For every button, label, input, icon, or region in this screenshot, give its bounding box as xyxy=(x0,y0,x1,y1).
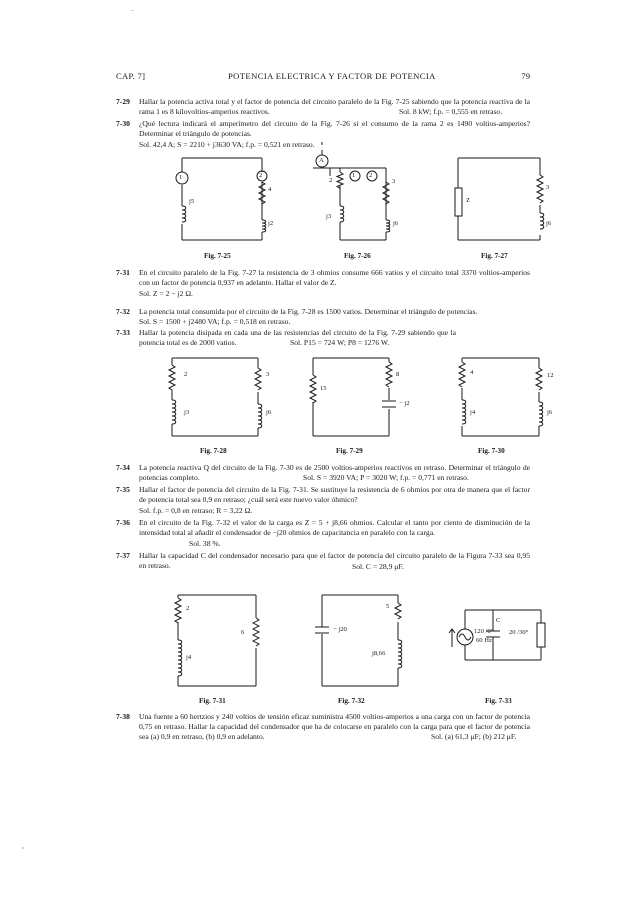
fig-7-28-x2: j6 xyxy=(266,409,272,416)
fig-7-25-x1: j5 xyxy=(189,198,195,205)
problem-number: 7-38 xyxy=(116,712,130,721)
inductor-j4-f31 xyxy=(178,640,182,676)
fig-7-31-caption: Fig. 7-31 xyxy=(199,697,226,705)
current-arrow-icon xyxy=(449,629,455,647)
fig-7-25-x2: j2 xyxy=(268,220,274,227)
fig-7-32-x: j8,66 xyxy=(372,650,386,657)
fig-7-29-r2: 8 xyxy=(396,371,400,378)
problem-solution: Sol. f.p. = 0,8 en retraso; R = 3,22 Ω. xyxy=(139,506,253,515)
ac-source-wave xyxy=(459,634,471,640)
problem-solution: Sol. 42,4 A; S = 2210 + j3630 VA; f.p. = 0,521 en retraso. xyxy=(139,140,315,149)
fig-7-31-r2: 6 xyxy=(241,629,245,636)
fig-7-30-x1: j4 xyxy=(470,409,476,416)
problem-solution: Sol. S = 3920 VA; P = 3020 W; f.p. = 0,771 en retraso. xyxy=(303,473,469,482)
problem-text: La potencia total consumida por el circuito de la Fig. 7-28 es 1500 vatios. Determinar el triángulo de potencias. xyxy=(139,307,478,316)
fig-7-32-c: − j20 xyxy=(333,626,347,633)
fig-7-31-x1: j4 xyxy=(186,654,192,661)
fig-7-30-caption: Fig. 7-30 xyxy=(478,447,505,455)
problem-number: 7-33 xyxy=(116,328,130,337)
problem-text: ¿Qué lectura indicará el amperímetro del circuito de la Fig. 7-26 si el consumo de la rama 2 es 1490 voltios-amperios? Determinar el triángulo de potencias. xyxy=(139,119,530,139)
load-impedance xyxy=(537,623,545,647)
fig-7-25-branch-2: 2 xyxy=(259,172,263,179)
fig-7-28-r2: 3 xyxy=(266,371,270,378)
problem-number: 7-30 xyxy=(116,119,130,128)
fig-7-30-r1: 4 xyxy=(470,369,474,376)
fig-7-28-caption: Fig. 7-28 xyxy=(200,447,227,455)
problem-solution: Sol. 8 kW; f.p. = 0,555 en retraso. xyxy=(399,107,503,116)
fig-7-29-c: − j2 xyxy=(399,400,410,407)
fig-7-29-caption: Fig. 7-29 xyxy=(336,447,363,455)
problem-solution: Sol. (a) 61,3 μF; (b) 212 μF. xyxy=(431,732,517,741)
fig-7-33-wiring xyxy=(465,610,541,660)
problem-text: Una fuente a 60 hertzios y 240 voltios de tensión eficaz suministra 4500 voltios-amperios a una carga con un factor de potencia 0,75 en retraso. Hallar la capacidad del condensador que ha de colocarse en paralelo con la carga para que el factor de potencia sea (a) 0,9 en retraso, (b) 0,9 en adelanto. xyxy=(139,712,530,742)
fig-7-30-r2: 12 xyxy=(547,372,554,379)
fig-7-28-r1: 2 xyxy=(184,371,188,378)
fig-7-26-x1: j3 xyxy=(326,213,332,220)
problem-text: Hallar la capacidad C del condensador necesario para que el factor de potencia del circuito paralelo de la Figura 7-33 sea 0,95 en retraso. xyxy=(139,551,530,571)
problem-solution: Sol. C = 28,9 μF. xyxy=(352,562,404,571)
problem-number: 7-37 xyxy=(116,551,130,560)
fig-7-25-r2: 4 xyxy=(268,186,272,193)
resistor-6 xyxy=(253,618,259,646)
scan-mark xyxy=(22,847,24,849)
fig-7-30-x2: j6 xyxy=(547,409,553,416)
page-number: 79 xyxy=(521,71,530,81)
problem-number: 7-36 xyxy=(116,518,130,527)
fig-7-25-branch-1: 1 xyxy=(179,174,183,181)
fig-7-29-r1: 15 xyxy=(320,385,327,392)
problem-number: 7-32 xyxy=(116,307,130,316)
problem-number: 7-34 xyxy=(116,463,130,472)
fig-7-26-r2: 3 xyxy=(392,178,396,185)
fig-7-26-x2: j6 xyxy=(393,220,399,227)
fig-7-31-wiring xyxy=(178,595,256,686)
problem-number: 7-31 xyxy=(116,268,130,277)
fig-7-33-z: 20 /30° xyxy=(509,629,529,636)
chapter-label: CAP. 7] xyxy=(116,71,146,81)
fig-7-26-meter: A xyxy=(319,157,324,164)
problem-text: La potencia reactiva Q del circuito de la Fig. 7-30 es de 2500 voltios-amperios reactivos en retraso. Determinar el triángulo de potencias completo. xyxy=(139,463,530,483)
problem-solution: Sol. P15 = 724 W; P8 = 1276 W. xyxy=(290,338,390,347)
resistor-5 xyxy=(395,603,401,619)
problem-text: En el circuito paralelo de la Fig. 7-27 la resistencia de 3 ohmios consume 666 vatios y el circuito total 3370 voltios-amperios con un factor de potencia 0,937 en adelanto. Hallar el valor de Z. xyxy=(139,268,530,288)
fig-7-28-x1: j3 xyxy=(184,409,190,416)
resistor-2-f31 xyxy=(175,598,181,623)
problem-solution: Sol. S = 1500 + j2480 VA; f.p. = 0,518 en retraso. xyxy=(139,317,291,326)
fig-7-25-caption: Fig. 7-25 xyxy=(204,252,231,260)
page-running-title: POTENCIA ELECTRICA Y FACTOR DE POTENCIA xyxy=(228,71,436,81)
fig-7-33-source-value: 120 /0° xyxy=(474,628,494,635)
problem-text: En el circuito de la Fig. 7-32 el valor de la carga es Z = 5 + j8,66 ohmios. Calcular el tanto por ciento de disminución de la intensidad total al añadir el condensador de −j20 ohmios de capacitancia en paralelo con la carga. xyxy=(139,518,530,538)
scan-mark xyxy=(131,10,134,11)
fig-7-26-branch-2: 2 xyxy=(369,172,373,179)
problem-text: Hallar la potencia disipada en cada una de las resistencias del circuito de la Fig. 7-29 sabiendo que la potencia total es de 2000 vatios. xyxy=(139,328,456,348)
fig-7-33-caption: Fig. 7-33 xyxy=(485,697,512,705)
fig-7-27-r: 3 xyxy=(546,184,550,191)
problem-number: 7-29 xyxy=(116,97,130,106)
fig-7-27-z: Z xyxy=(466,197,471,204)
fig-7-27-caption: Fig. 7-27 xyxy=(481,252,508,260)
fig-7-32-r: 5 xyxy=(386,603,390,610)
fig-7-33-c: C xyxy=(496,617,501,624)
fig-7-26-branch-1: 1 xyxy=(352,172,356,179)
problem-solution: Sol. 38 %. xyxy=(189,539,221,548)
fig-7-26-caption: Fig. 7-26 xyxy=(344,252,371,260)
fig-7-31-r1: 2 xyxy=(186,605,190,612)
problem-text: Hallar la potencia activa total y el factor de potencia del circuito paralelo de la Fig. 7-25 sabiendo que la potencia reactiva de la rama 1 es 8 kilovoltios-amperios reactivos. xyxy=(139,97,530,117)
fig-7-33-frequency: 60 Hz xyxy=(476,637,492,644)
problem-number: 7-35 xyxy=(116,485,130,494)
inductor-j8-66 xyxy=(398,640,402,668)
fig-7-27-x: j6 xyxy=(546,220,552,227)
fig-7-32-caption: Fig. 7-32 xyxy=(338,697,365,705)
fig-7-26-r1: 2 xyxy=(329,177,333,184)
problem-text: Hallar el factor de potencia del circuito de la Fig. 7-31. Se sustituye la resistencia de 6 ohmios por otra de manera que el factor de potencia total sea 0,9 en retraso; ¿cuál será este nuevo valor óhmico? xyxy=(139,485,530,505)
problem-solution: Sol. Z = 2 − j2 Ω. xyxy=(139,289,193,298)
